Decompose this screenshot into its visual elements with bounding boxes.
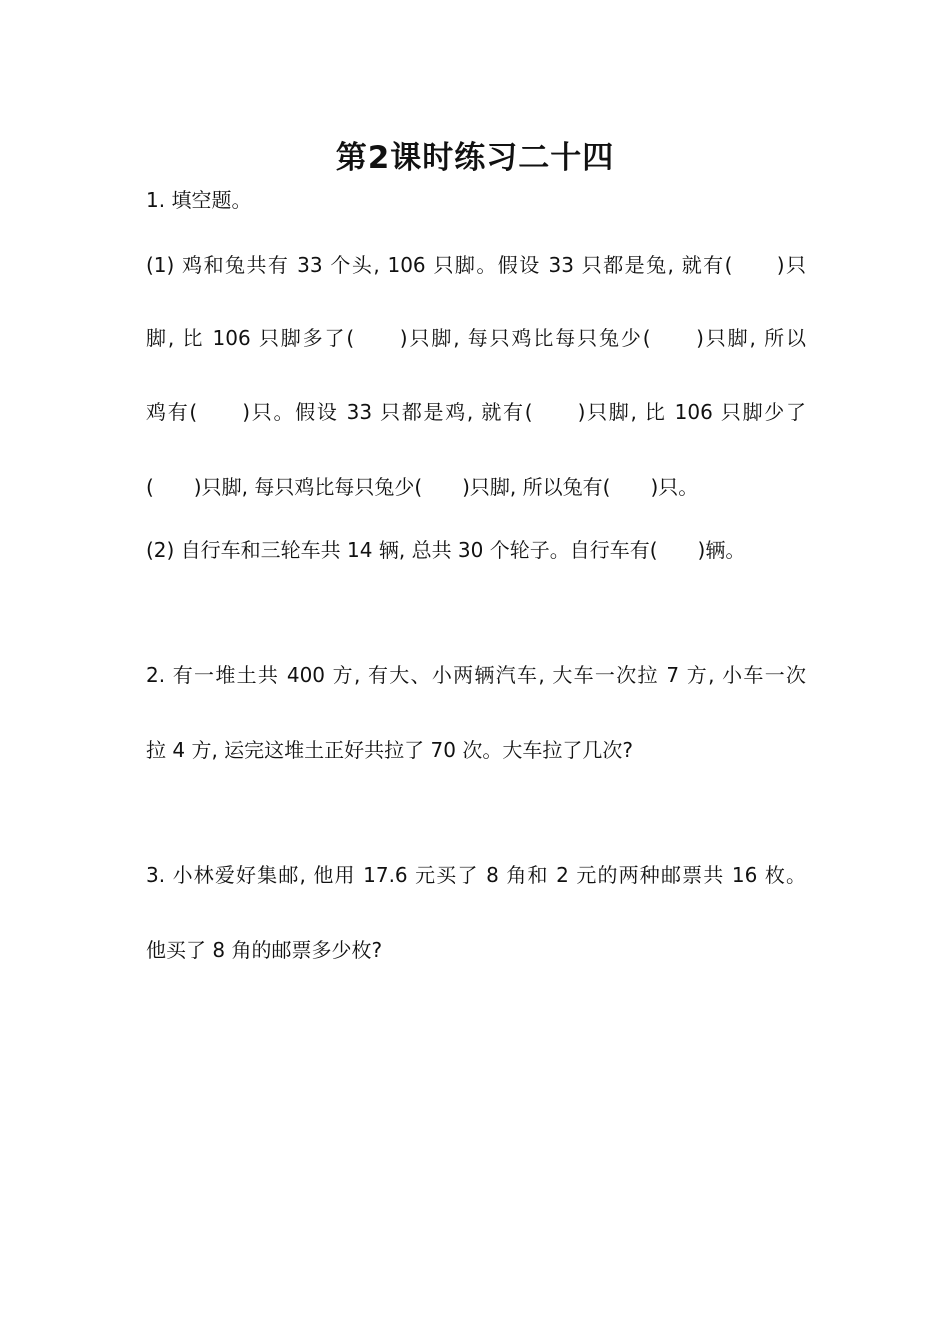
question-3-line: 他买了 8 角的邮票多少枚? (146, 938, 383, 962)
question-3-line: 3. 小林爱好集邮, 他用 17.6 元买了 8 角和 2 元的两种邮票共 16 枚。 (146, 863, 806, 887)
question-2-line: 拉 4 方, 运完这堆土正好共拉了 70 次。大车拉了几次? (146, 738, 633, 762)
q1-part1-line: 脚, 比 106 只脚多了( )只脚, 每只鸡比每只兔少( )只脚, 所以 (146, 326, 806, 350)
question-2-line: 2. 有一堆土共 400 方, 有大、小两辆汽车, 大车一次拉 7 方, 小车一次 (146, 663, 806, 687)
page-title: 第2课时练习二十四 (335, 140, 615, 176)
q1-part1-line: 鸡有( )只。假设 33 只都是鸡, 就有( )只脚, 比 106 只脚少了 (146, 400, 806, 424)
q1-part1-line: ( )只脚, 每只鸡比每只兔少( )只脚, 所以兔有( )只。 (146, 475, 699, 499)
q1-part2: (2) 自行车和三轮车共 14 辆, 总共 30 个轮子。自行车有( )辆。 (146, 538, 746, 562)
q1-part1-line: (1) 鸡和兔共有 33 个头, 106 只脚。假设 33 只都是兔, 就有( )只 (146, 253, 806, 277)
question-1-heading: 1. 填空题。 (146, 188, 252, 212)
